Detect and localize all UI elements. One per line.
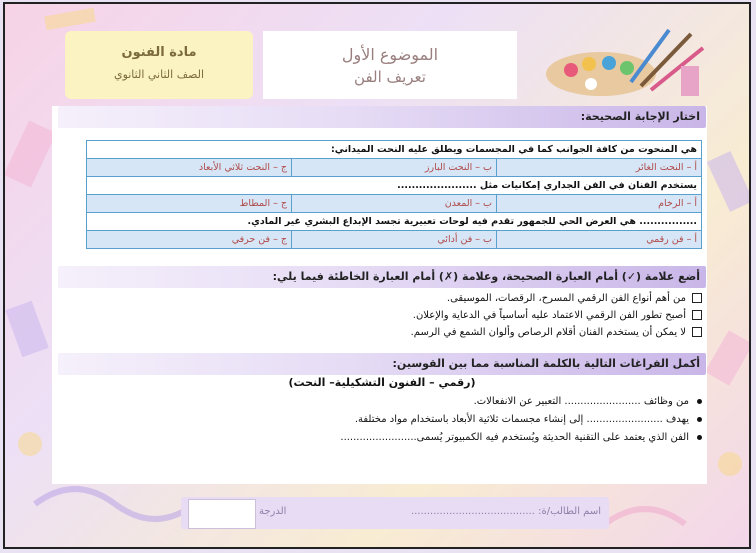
sentence-text: الفن الذي يعتمد على التقنية الحديثة ويُستخدم فيه الكمبيوتر يُسمى........................	[340, 432, 689, 443]
subject-card	[65, 31, 253, 99]
score-label: الدرجة	[259, 506, 287, 517]
question-text: ................ هي العرض الحي للجمهور تقدم فيه لوحات تعبيرية تجسد الإبداع البشري غير المادي.	[87, 213, 702, 231]
word-bank: (رقمي – الفنون التشكيلية– النحت)	[288, 376, 476, 389]
paint-palette-icon	[531, 26, 711, 102]
section-title-fill-blanks: أكمل الفراغات التالية بالكلمة المناسبة مما بين القوسين:	[58, 353, 706, 375]
options-row	[87, 195, 702, 213]
sentence-text: من وظائف ........................ التعبير عن الانفعالات.	[473, 396, 689, 407]
option-a[interactable]: أ – فن رقمي	[497, 231, 702, 249]
student-name-field[interactable]: اسم الطالب/ة: .......................................	[410, 506, 601, 517]
option-b[interactable]: ب – النحت البارز	[292, 159, 497, 177]
topic-title: الموضوع الأول	[341, 45, 439, 64]
subject-label: مادة الفنون	[121, 45, 197, 60]
fill-blank-item	[90, 396, 702, 407]
option-a[interactable]: أ – النحت الغائر	[497, 159, 702, 177]
statement-text: من أهم أنواع الفن الرقمي المسرح، الرقصات، الموسيقى.	[446, 293, 686, 304]
section-title-multiple-choice: اختار الإجابة الصحيحة:	[58, 106, 706, 128]
options-row	[87, 159, 702, 177]
question-row	[87, 177, 702, 195]
section-title-true-false: أضع علامة (✓) أمام العبارة الصحيحة، وعلامة (✗) أمام العبارة الخاطئة فيما يلي:	[58, 266, 706, 288]
sentence-text: يهدف ........................ إلى إنشاء مجسمات ثلاثية الأبعاد باستخدام مواد مختلفة.	[354, 414, 689, 425]
question-row	[87, 213, 702, 231]
bullet-icon	[697, 435, 702, 440]
bullet-icon	[697, 417, 702, 422]
option-c[interactable]: ج – المطاط	[87, 195, 292, 213]
answer-checkbox[interactable]	[692, 293, 702, 303]
worksheet-frame	[3, 2, 751, 549]
topic-card	[263, 31, 517, 99]
fill-blank-item	[90, 432, 702, 443]
option-c[interactable]: ج – النحت ثلاثي الأبعاد	[87, 159, 292, 177]
topic-subtitle: تعريف الفن	[354, 68, 426, 86]
option-a[interactable]: أ – الرخام	[497, 195, 702, 213]
options-row	[87, 231, 702, 249]
fill-blank-item	[90, 414, 702, 425]
option-b[interactable]: ب – فن أدائي	[292, 231, 497, 249]
true-false-item	[90, 327, 702, 338]
grade-label: الصف الثاني الثانوي	[113, 68, 205, 81]
option-b[interactable]: ب – المعدن	[292, 195, 497, 213]
multiple-choice-table	[86, 140, 702, 249]
statement-text: لا يمكن أن يستخدم الفنان أقلام الرصاص وألوان الشمع في الرسم.	[410, 327, 686, 338]
question-row	[87, 141, 702, 159]
true-false-item	[90, 310, 702, 321]
statement-text: أصبح تطور الفن الرقمي الاعتماد عليه أساسياً في الدعاية والإعلان.	[412, 310, 686, 321]
true-false-item	[90, 293, 702, 304]
question-text: هي المنحوت من كافة الجوانب كما في المجسمات ويطلق عليه النحت الميداني:	[87, 141, 702, 159]
score-input[interactable]	[188, 499, 256, 529]
bullet-icon	[697, 399, 702, 404]
answer-checkbox[interactable]	[692, 327, 702, 337]
option-c[interactable]: ج – فن حرفي	[87, 231, 292, 249]
answer-checkbox[interactable]	[692, 310, 702, 320]
question-text: يستخدم الفنان في الفن الجداري إمكانيات مثل ......................	[87, 177, 702, 195]
